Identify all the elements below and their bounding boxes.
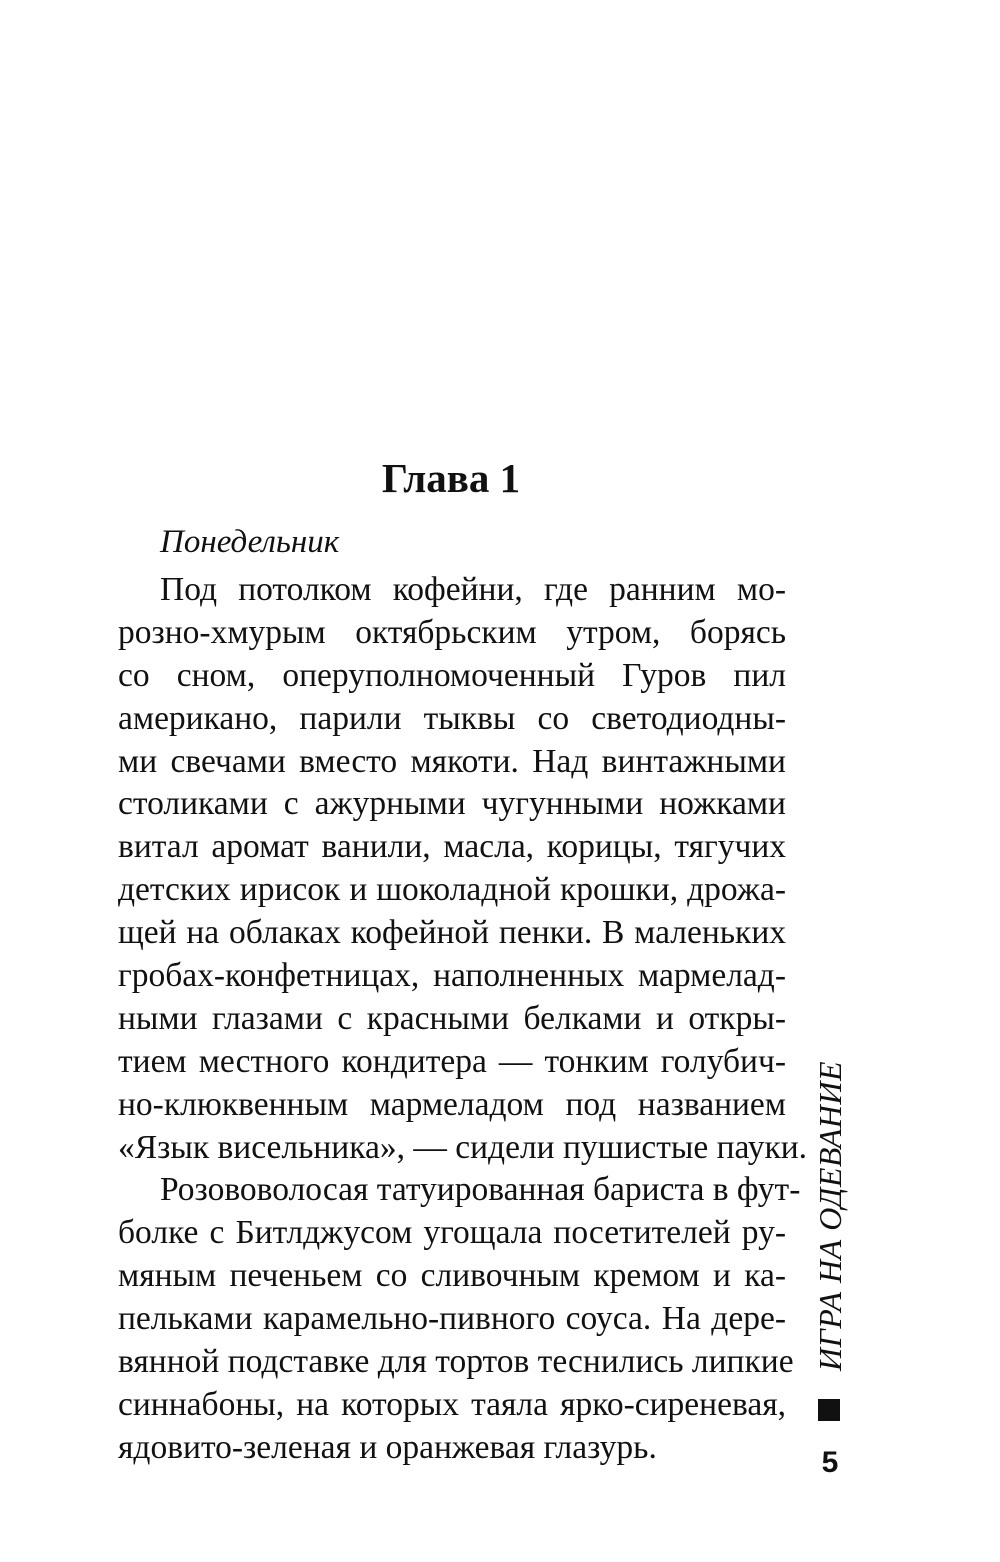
page-number: 5 [821,1446,839,1479]
text-line: витал аромат ванили, масла, корицы, тягучих [118,828,786,866]
text-line: детских ирисок и шоколадной крошки, дрожа- [118,871,786,909]
text-line: со сном, оперуполномоченный Гуров пил [118,656,786,694]
text-line: но-клюквенным мармеладом под названием [118,1085,786,1123]
text-line: вянной подставке для тортов теснились липкие [118,1343,794,1381]
running-head-title: ИГРА НА ОДЕВАНИЕ [812,1060,848,1371]
text-line: гробах-конфетницах, наполненных мармелад- [118,957,786,995]
text-line: «Язык висельника», — сидели пушистые пауки. [118,1128,808,1166]
text-line: болке с Битлджусом угощала посетителей ру- [118,1214,786,1252]
text-line: пельками карамельно-пивного соуса. На дере- [118,1300,786,1338]
chapter-title: Глава 1 [381,455,521,501]
text-line: розно-хмурым октябрьским утром, борясь [118,613,786,651]
running-head [800,1048,860,1383]
body-text [118,569,808,1470]
text-line: Под потолком кофейни, где ранним мо- [160,571,786,608]
text-line: ными глазами с красными белками и откры- [118,999,786,1037]
text-line: американо, парили тыквы со светодиодны- [118,699,786,737]
text-line: ядовито-зеленая и оранжевая глазурь. [118,1428,657,1466]
square-bullet-icon [818,1399,840,1421]
text-line: столиками с ажурными чугунными ножками [118,785,786,823]
text-line: тием местного кондитера — тонким голубич- [118,1042,786,1080]
chapter-epigraph: Понедельник [160,524,340,560]
text-line: синнабоны, на которых таяла ярко-сиреневая, [118,1385,786,1423]
text-line: Розововолосая татуированная бариста в фут- [160,1171,801,1209]
text-line: щей на облаках кофейной пенки. В маленьких [118,914,786,952]
text-line: мяным печеньем со сливочным кремом и ка- [118,1257,786,1295]
text-line: ми свечами вместо мякоти. Над винтажными [118,742,786,780]
